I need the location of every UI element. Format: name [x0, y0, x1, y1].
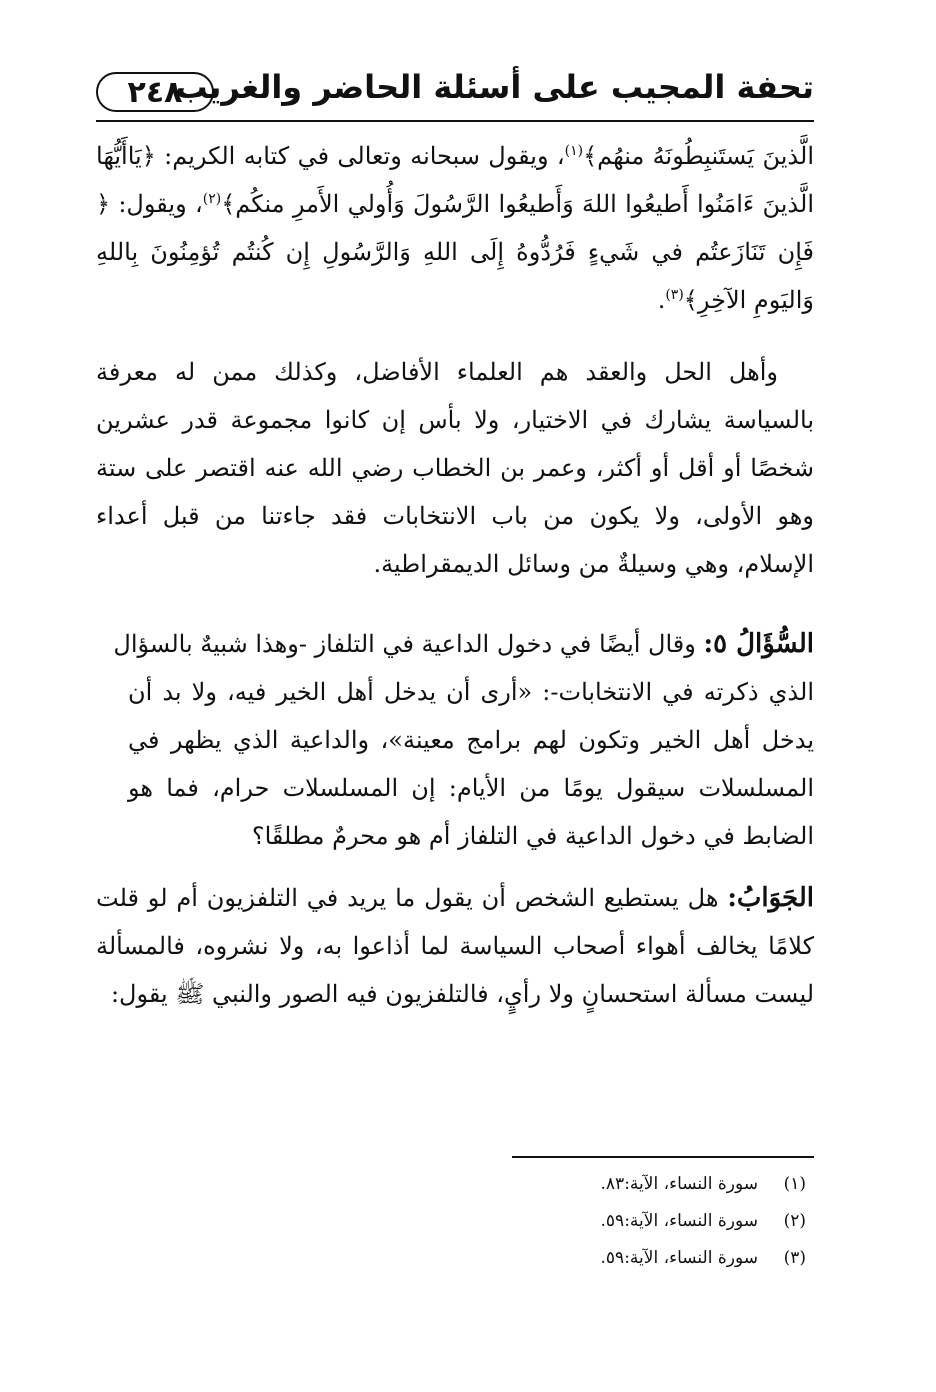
question-continuation: الذي ذكرته في الانتخابات-: «أرى أن يدخل أهل الخير فيه، ولا بد أن يدخل أهل الخير وتكون لهم برامج معينة»، والداعية الذي يظهر في المسلسلات سيقول يومًا من الأيام: إن المسلسلات حرام، فما هو الضابط في دخول الداعية في التلفاز أم هو محرمٌ مطلقًا؟	[128, 678, 814, 850]
page-header	[96, 64, 814, 126]
question-label: السُّؤَالُ ٥:	[703, 629, 814, 659]
footnote-text: سورة النساء، الآية:٥٩.	[600, 1248, 758, 1268]
answer-text: هل يستطيع الشخص أن يقول ما يريد في التلفزيون أم لو قلت كلامًا يخالف أهواء أصحاب السياسة لما أذاعوا به، ولا نشروه، فالمسألة ليست مسألة استحسانٍ ولا رأيٍ، فالتلفزيون فيه الصور والنبي ﷺ يقول:	[96, 884, 814, 1008]
footnote-number: (٣)	[783, 1248, 806, 1268]
question-text: وقال أيضًا في دخول الداعية في التلفاز -وهذا شبيهٌ بالسؤال	[113, 630, 704, 658]
footnote-rule	[512, 1156, 814, 1158]
page-number: ٢٤٨	[96, 72, 214, 112]
footnote-1	[96, 1166, 814, 1203]
running-title: تحفة المجيب على أسئلة الحاضر والغريب	[175, 68, 814, 106]
answer-block	[96, 874, 814, 1018]
header-rule	[96, 120, 814, 122]
footnote-text: سورة النساء، الآية:٥٩.	[600, 1211, 758, 1231]
footnotes	[96, 1166, 814, 1277]
text-span: الَّذينَ يَستَنبِطُونَهُ منهُم﴾	[583, 142, 814, 170]
footnote-2	[96, 1203, 814, 1240]
text-span: .	[657, 286, 666, 314]
footnote-number: (١)	[783, 1174, 806, 1194]
footnote-3	[96, 1240, 814, 1277]
footnote-ref: (١)	[564, 143, 584, 159]
page-body	[96, 132, 814, 1018]
paragraph-quran-quotes	[96, 132, 814, 324]
footnote-ref: (٢)	[202, 191, 222, 207]
text-span: ، ويقول سبحانه وتعالى في كتابه الكريم: ﴿يَاأَيُّهَا الَّذينَ ءَامَنُوا أَطيعُوا اللهَ وَأَطيعُوا الرَّسُولَ وَأُولي الأَمرِ منكُم﴾	[96, 142, 814, 218]
footnote-ref: (٣)	[665, 287, 684, 303]
text-span: ، ويقول: ﴿ فَإِن تَنَازَعتُم في شَيءٍ فَرُدُّوهُ إِلَى اللهِ وَالرَّسُولِ إِن كُنتُم تُؤمِنُونَ بِاللهِ وَاليَومِ الآخِرِ﴾	[96, 190, 814, 314]
paragraph-ahl-alhal: وأهل الحل والعقد هم العلماء الأفاضل، وكذلك ممن له معرفة بالسياسة يشارك في الاختيار، ولا بأس إن كانوا مجموعة قدر عشرين شخصًا أو أقل أو أكثر، وعمر بن الخطاب رضي الله عنه اقتصر على ستة وهو الأولى، ولا يكون من باب الانتخابات فقد جاءتنا من قبل أعداء الإسلام، وهي وسيلةٌ من وسائل الديمقراطية.	[96, 358, 814, 578]
question-block	[96, 620, 814, 860]
footnote-number: (٢)	[783, 1211, 806, 1231]
footnote-text: سورة النساء، الآية:٨٣.	[600, 1174, 758, 1194]
answer-label: الجَوَابُ:	[727, 883, 814, 913]
